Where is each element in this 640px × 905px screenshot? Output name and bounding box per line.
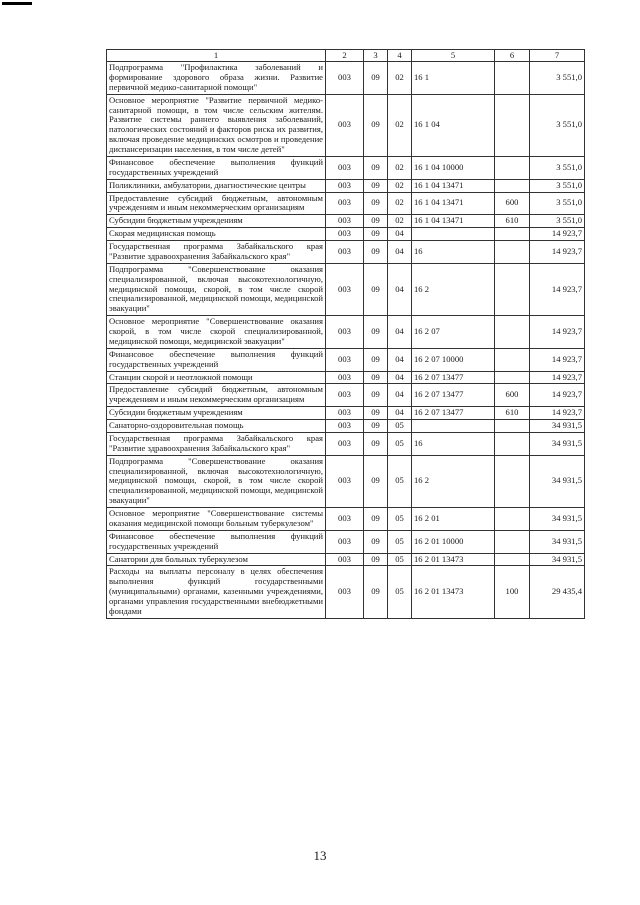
row-subsection: 05 <box>388 455 412 507</box>
row-subsection: 04 <box>388 263 412 315</box>
row-amount: 34 931,5 <box>530 508 585 531</box>
row-admin-code: 003 <box>326 179 364 192</box>
row-name: Основное мероприятие "Совершенствование оказания скорой, в том числе скорой специализированной, медицинской помощи, медицинской эвакуации" <box>107 316 326 349</box>
row-amount: 34 931,5 <box>530 455 585 507</box>
row-admin-code: 003 <box>326 508 364 531</box>
table-row <box>107 420 585 433</box>
row-subsection: 02 <box>388 179 412 192</box>
row-expense-type <box>495 228 530 241</box>
row-name: Основное мероприятие "Развитие первичной медико-санитарной помощи, в том числе сельским жителям. Развитие системы раннего выявления заболеваний, патологических состояний и факторов риска их развития, включая проведение медицинских осмотров и проведение диспансеризации населения, в том числе детей" <box>107 94 326 156</box>
table-row <box>107 62 585 95</box>
row-subsection: 04 <box>388 384 412 407</box>
table-row <box>107 263 585 315</box>
row-section: 09 <box>364 192 388 215</box>
row-amount: 3 551,0 <box>530 179 585 192</box>
row-target-article: 16 <box>412 241 495 264</box>
row-target-article: 16 2 <box>412 263 495 315</box>
row-admin-code: 003 <box>326 156 364 179</box>
row-target-article: 16 2 01 13473 <box>412 553 495 566</box>
row-target-article <box>412 420 495 433</box>
row-section: 09 <box>364 420 388 433</box>
row-target-article: 16 2 07 10000 <box>412 348 495 371</box>
row-name: Подпрограмма "Профилактика заболеваний и формирование здорового образа жизни. Развитие первичной медико-санитарной помощи" <box>107 62 326 95</box>
row-amount: 3 551,0 <box>530 94 585 156</box>
table-row <box>107 156 585 179</box>
header-col-1: 1 <box>107 50 326 62</box>
row-subsection: 05 <box>388 566 412 618</box>
row-amount: 29 435,4 <box>530 566 585 618</box>
row-section: 09 <box>364 62 388 95</box>
row-amount: 14 923,7 <box>530 407 585 420</box>
row-amount: 14 923,7 <box>530 384 585 407</box>
row-name: Государственная программа Забайкальского края "Развитие здравоохранения Забайкальского края" <box>107 432 326 455</box>
row-section: 09 <box>364 407 388 420</box>
header-col-5: 5 <box>412 50 495 62</box>
row-subsection: 02 <box>388 192 412 215</box>
row-subsection: 04 <box>388 228 412 241</box>
row-subsection: 05 <box>388 432 412 455</box>
row-target-article: 16 2 07 13477 <box>412 371 495 384</box>
row-admin-code: 003 <box>326 192 364 215</box>
row-admin-code: 003 <box>326 553 364 566</box>
row-subsection: 04 <box>388 371 412 384</box>
row-admin-code: 003 <box>326 263 364 315</box>
row-section: 09 <box>364 156 388 179</box>
table-row <box>107 530 585 553</box>
row-expense-type <box>495 316 530 349</box>
row-admin-code: 003 <box>326 371 364 384</box>
row-admin-code: 003 <box>326 432 364 455</box>
row-amount: 3 551,0 <box>530 62 585 95</box>
table-body <box>107 62 585 619</box>
row-subsection: 02 <box>388 156 412 179</box>
row-amount: 14 923,7 <box>530 228 585 241</box>
table-row <box>107 316 585 349</box>
row-amount: 34 931,5 <box>530 553 585 566</box>
row-amount: 34 931,5 <box>530 420 585 433</box>
row-admin-code: 003 <box>326 407 364 420</box>
row-expense-type: 610 <box>495 407 530 420</box>
row-name: Санатории для больных туберкулезом <box>107 553 326 566</box>
row-expense-type: 610 <box>495 215 530 228</box>
row-subsection: 04 <box>388 241 412 264</box>
row-admin-code: 003 <box>326 530 364 553</box>
row-amount: 14 923,7 <box>530 241 585 264</box>
row-section: 09 <box>364 508 388 531</box>
row-amount: 14 923,7 <box>530 316 585 349</box>
table-row <box>107 553 585 566</box>
row-name: Государственная программа Забайкальского края "Развитие здравоохранения Забайкальского края" <box>107 241 326 264</box>
budget-table <box>106 49 585 619</box>
table-row <box>107 241 585 264</box>
row-admin-code: 003 <box>326 228 364 241</box>
table-row <box>107 179 585 192</box>
table-row <box>107 192 585 215</box>
row-name: Подпрограмма "Совершенствование оказания специализированной, включая высокотехнологичную, медицинской помощи, скорой, в том числе скорой специализированной, медицинской помощи, медицинской эвакуации" <box>107 263 326 315</box>
row-subsection: 05 <box>388 420 412 433</box>
row-expense-type <box>495 455 530 507</box>
row-target-article: 16 2 01 <box>412 508 495 531</box>
table-row <box>107 94 585 156</box>
row-subsection: 04 <box>388 316 412 349</box>
row-admin-code: 003 <box>326 420 364 433</box>
row-admin-code: 003 <box>326 455 364 507</box>
row-section: 09 <box>364 530 388 553</box>
row-amount: 3 551,0 <box>530 156 585 179</box>
row-section: 09 <box>364 455 388 507</box>
row-section: 09 <box>364 263 388 315</box>
row-target-article: 16 2 01 10000 <box>412 530 495 553</box>
row-target-article: 16 1 04 13471 <box>412 215 495 228</box>
row-section: 09 <box>364 179 388 192</box>
row-expense-type <box>495 156 530 179</box>
row-name: Поликлиники, амбулатории, диагностические центры <box>107 179 326 192</box>
row-name: Санаторно-оздоровительная помощь <box>107 420 326 433</box>
row-expense-type <box>495 432 530 455</box>
row-admin-code: 003 <box>326 566 364 618</box>
row-name: Подпрограмма "Совершенствование оказания специализированной, включая высокотехнологичную, медицинской помощи, скорой, в том числе скорой специализированной, медицинской помощи, медицинской эвакуации" <box>107 455 326 507</box>
corner-mark <box>2 2 32 5</box>
row-admin-code: 003 <box>326 316 364 349</box>
row-target-article: 16 2 07 <box>412 316 495 349</box>
table-row <box>107 215 585 228</box>
row-target-article: 16 1 04 13471 <box>412 179 495 192</box>
row-subsection: 02 <box>388 215 412 228</box>
row-section: 09 <box>364 241 388 264</box>
table-row <box>107 348 585 371</box>
row-amount: 34 931,5 <box>530 432 585 455</box>
page-number: 13 <box>313 848 327 863</box>
row-expense-type <box>495 530 530 553</box>
table-row <box>107 455 585 507</box>
row-admin-code: 003 <box>326 62 364 95</box>
row-subsection: 04 <box>388 348 412 371</box>
row-expense-type <box>495 179 530 192</box>
row-expense-type <box>495 348 530 371</box>
row-name: Субсидии бюджетным учреждениям <box>107 215 326 228</box>
row-expense-type: 600 <box>495 192 530 215</box>
row-section: 09 <box>364 553 388 566</box>
table-row <box>107 566 585 618</box>
row-subsection: 04 <box>388 407 412 420</box>
table-row <box>107 432 585 455</box>
row-name: Финансовое обеспечение выполнения функций государственных учреждений <box>107 530 326 553</box>
row-section: 09 <box>364 432 388 455</box>
row-expense-type <box>495 263 530 315</box>
row-expense-type <box>495 508 530 531</box>
row-name: Финансовое обеспечение выполнения функций государственных учреждений <box>107 156 326 179</box>
row-amount: 14 923,7 <box>530 263 585 315</box>
row-expense-type: 600 <box>495 384 530 407</box>
table-row <box>107 371 585 384</box>
row-subsection: 02 <box>388 62 412 95</box>
row-name: Финансовое обеспечение выполнения функций государственных учреждений <box>107 348 326 371</box>
row-subsection: 05 <box>388 508 412 531</box>
header-col-4: 4 <box>388 50 412 62</box>
table-row <box>107 384 585 407</box>
row-expense-type: 100 <box>495 566 530 618</box>
row-name: Скорая медицинская помощь <box>107 228 326 241</box>
row-amount: 3 551,0 <box>530 192 585 215</box>
row-amount: 3 551,0 <box>530 215 585 228</box>
row-subsection: 02 <box>388 94 412 156</box>
row-expense-type <box>495 241 530 264</box>
row-section: 09 <box>364 566 388 618</box>
row-expense-type <box>495 94 530 156</box>
row-amount: 34 931,5 <box>530 530 585 553</box>
row-section: 09 <box>364 94 388 156</box>
row-admin-code: 003 <box>326 94 364 156</box>
row-subsection: 05 <box>388 530 412 553</box>
row-target-article: 16 1 04 13471 <box>412 192 495 215</box>
row-target-article: 16 <box>412 432 495 455</box>
row-admin-code: 003 <box>326 241 364 264</box>
row-expense-type <box>495 62 530 95</box>
row-amount: 14 923,7 <box>530 371 585 384</box>
table-row <box>107 228 585 241</box>
row-target-article: 16 2 07 13477 <box>412 407 495 420</box>
table-row <box>107 407 585 420</box>
header-col-7: 7 <box>530 50 585 62</box>
row-section: 09 <box>364 215 388 228</box>
row-target-article: 16 1 04 10000 <box>412 156 495 179</box>
row-name: Субсидии бюджетным учреждениям <box>107 407 326 420</box>
row-admin-code: 003 <box>326 348 364 371</box>
row-name: Станции скорой и неотложной помощи <box>107 371 326 384</box>
table-row <box>107 508 585 531</box>
row-name: Предоставление субсидий бюджетным, автономным учреждениям и иным некоммерческим организациям <box>107 192 326 215</box>
row-target-article <box>412 228 495 241</box>
header-col-3: 3 <box>364 50 388 62</box>
row-section: 09 <box>364 371 388 384</box>
row-name: Расходы на выплаты персоналу в целях обеспечения выполнения функций государственными (муниципальными) органами, казенными учреждениями, органами управления государственными внебюджетными фондами <box>107 566 326 618</box>
row-expense-type <box>495 371 530 384</box>
row-expense-type <box>495 553 530 566</box>
row-admin-code: 003 <box>326 384 364 407</box>
row-name: Основное мероприятие "Совершенствование системы оказания медицинской помощи больным туберкулезом" <box>107 508 326 531</box>
row-expense-type <box>495 420 530 433</box>
row-target-article: 16 1 <box>412 62 495 95</box>
row-name: Предоставление субсидий бюджетным, автономным учреждениям и иным некоммерческим организациям <box>107 384 326 407</box>
header-row <box>107 50 585 62</box>
row-subsection: 05 <box>388 553 412 566</box>
row-section: 09 <box>364 316 388 349</box>
row-section: 09 <box>364 228 388 241</box>
row-amount: 14 923,7 <box>530 348 585 371</box>
row-target-article: 16 2 07 13477 <box>412 384 495 407</box>
header-col-2: 2 <box>326 50 364 62</box>
header-col-6: 6 <box>495 50 530 62</box>
row-admin-code: 003 <box>326 215 364 228</box>
row-target-article: 16 2 <box>412 455 495 507</box>
row-target-article: 16 1 04 <box>412 94 495 156</box>
row-section: 09 <box>364 384 388 407</box>
row-target-article: 16 2 01 13473 <box>412 566 495 618</box>
row-section: 09 <box>364 348 388 371</box>
